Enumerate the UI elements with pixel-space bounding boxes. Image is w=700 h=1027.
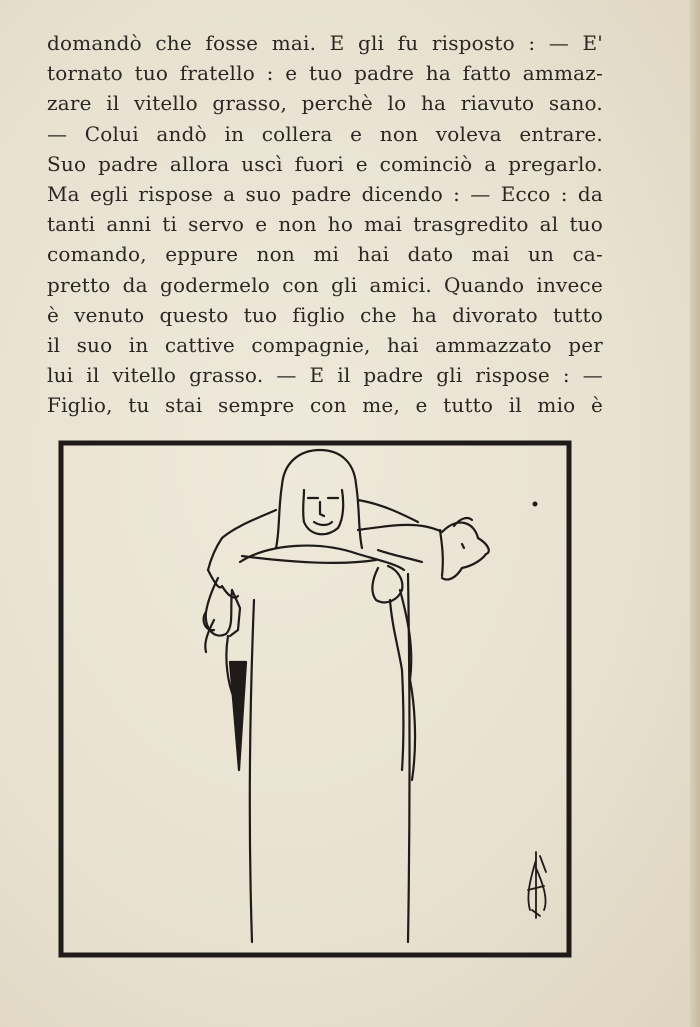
- text-line: — Colui andò in collera e non voleva entrare.: [47, 121, 603, 146]
- page-edge: [690, 0, 700, 1027]
- text-line: zare il vitello grasso, perchè lo ha riavuto sano.: [47, 91, 603, 116]
- text-line: Ma egli rispose a suo padre dicendo : — Ecco : da: [47, 182, 603, 207]
- text-line: lui il vitello grasso. — E il padre gli rispose : —: [47, 363, 603, 388]
- illustration-drawing: [58, 440, 572, 960]
- illustration: [58, 440, 572, 960]
- text-line: comando, eppure non mi hai dato mai un ca-: [47, 242, 603, 267]
- text-line: è venuto questo tuo figlio che ha divorato tutto: [47, 302, 603, 327]
- text-line: tornato tuo fratello : e tuo padre ha fatto ammaz-: [47, 61, 603, 86]
- text-line: pretto da godermelo con gli amici. Quando invece: [47, 272, 603, 297]
- figure-with-lamb: [204, 450, 489, 942]
- text-line: tanti anni ti servo e non ho mai trasgredito al tuo: [47, 212, 603, 237]
- artist-monogram: [528, 852, 546, 918]
- text-line: Figlio, tu stai sempre con me, e tutto il mio è: [47, 393, 603, 418]
- ink-dot: [533, 502, 538, 507]
- text-line: Suo padre allora uscì fuori e cominciò a pregarlo.: [47, 151, 603, 176]
- text-line: domandò che fosse mai. E gli fu risposto : — E': [47, 31, 603, 55]
- body-text: [47, 28, 603, 421]
- illustration-frame: [61, 443, 569, 955]
- text-line: il suo in cattive compagnie, hai ammazzato per: [47, 333, 603, 358]
